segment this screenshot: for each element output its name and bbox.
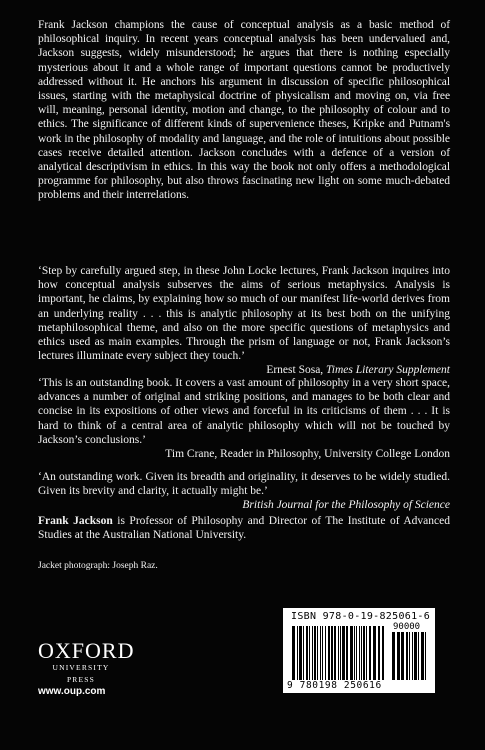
isbn-text: ISBN 978-0-19-825061-6 xyxy=(291,611,431,622)
author-name: Frank Jackson xyxy=(38,515,113,527)
description-paragraph: Frank Jackson champions the cause of conceptual analysis as a basic method of philosophical inquiry. In recent years conceptual analysis has been undervalued and, Jackson suggests, widely misunderstood; he argues that there is nothing especially mysterious about it and a whole range of important questions cannot be productively addressed without it. He anchors his argument in discussion of specific philosophical issues, starting with the metaphysical doctrine of physicalism and moving on, via free will, meaning, personal identity, motion and change, to the philosophy of colour and to ethics. The significance of different kinds of supervenience theses, Kripke and Putnam's work in the philosophy of modality and language, and the role of intuitions about possible cases receive detailed attention. Jackson concludes with a defence of a version of analytical descriptivism in ethics. In this way the book not only offers a methodological programme for philosophy, but also throws fascinating new light on some much-debated problems and their interrelations. xyxy=(38,19,450,202)
price-code: 90000 xyxy=(393,622,421,632)
reviewer-name: Tim Crane, Reader in Philosophy, University College London xyxy=(165,448,450,461)
publisher-imprint: UNIVERSITY PRESS xyxy=(52,663,110,684)
review-blurb-tls xyxy=(38,264,450,378)
barcode-bar xyxy=(312,626,313,680)
barcode-bar xyxy=(397,632,400,680)
barcode-bar xyxy=(401,632,404,680)
barcode-bar xyxy=(317,626,318,680)
book-description xyxy=(38,18,450,203)
review-source: British Journal for the Philosophy of Science xyxy=(242,499,450,512)
barcode-bar xyxy=(366,626,367,680)
barcode-bar xyxy=(322,626,323,680)
barcode-bar xyxy=(314,626,316,680)
barcode-bar xyxy=(292,626,295,680)
barcode-bar xyxy=(346,626,348,680)
ean-barcode-bars xyxy=(291,626,387,680)
barcode-bar xyxy=(406,632,408,680)
barcode-bar xyxy=(373,626,376,680)
barcode-bar xyxy=(325,626,326,680)
publisher-name: OXFORD xyxy=(38,638,135,663)
review-source: Times Literary Supplement xyxy=(326,364,450,377)
price-barcode-bars xyxy=(391,632,429,680)
barcode-bar xyxy=(418,632,419,680)
barcode-bar xyxy=(309,626,310,680)
photo-credit: Jacket photograph: Joseph Raz. xyxy=(38,561,158,571)
publisher-logo xyxy=(38,638,135,686)
barcode-bar xyxy=(342,626,345,680)
barcode-bar xyxy=(354,626,355,680)
review-quote: ‘Step by carefully argued step, in these John Locke lectures, Frank Jackson inquires into how conceptual analysis subserves the aims of serious metaphysics. Analysis is important, he claims, by explaining how so much of our manifest life-world derives from an underlying reality . . . this is analytic philosophy at its best both on the unifying metaphilosophical theme, and also on the more specific questions of metaphysics and ethics used as main examples. Through the prism of language or not, Frank Jackson’s lectures illuminate every subject they touch.’ xyxy=(38,265,450,363)
review-blurb-bjps xyxy=(38,470,450,513)
barcode-bar xyxy=(338,626,339,680)
barcode-bar xyxy=(297,626,298,680)
barcode-bar xyxy=(328,626,330,680)
review-blurb-crane xyxy=(38,376,450,461)
barcode-bar xyxy=(303,626,304,680)
barcode-bar xyxy=(425,632,426,680)
reviewer-name: Ernest Sosa, xyxy=(266,364,327,377)
review-quote: ‘This is an outstanding book. It covers a vast amount of philosophy in a very short space, advances a number of original and striking positions, and manages to be both clear and concise in its expositions of other views and forceful in its criticisms of them . . . It is hard to think of a central area of analytic philosophy which will not be touched by Jackson’s conclusions.’ xyxy=(38,377,450,446)
barcode-bar xyxy=(359,626,360,680)
barcode-bar xyxy=(350,626,353,680)
barcode-bar xyxy=(409,632,410,680)
barcode-bar xyxy=(320,626,321,680)
barcode-bar xyxy=(414,632,417,680)
review-quote: ‘An outstanding work. Given its breadth and originality, it deserves to be widely studied. Given its brevity and clarity, it actually might be.’ xyxy=(38,471,450,498)
barcode-bar xyxy=(412,632,413,680)
isbn-barcode xyxy=(283,608,435,693)
barcode-bar xyxy=(334,626,336,680)
barcode-bar xyxy=(361,626,362,680)
barcode-bar xyxy=(306,626,308,680)
review-attribution xyxy=(38,447,450,461)
barcode-bar xyxy=(378,626,380,680)
ean-digits: 9 780198 250616 xyxy=(287,680,382,691)
barcode-bar xyxy=(421,632,424,680)
barcode-bar xyxy=(356,626,357,680)
author-bio-text xyxy=(38,514,450,542)
author-bio xyxy=(38,514,450,542)
barcode-bar xyxy=(382,626,384,680)
barcode-bar xyxy=(392,632,395,680)
publisher-url: www.oup.com xyxy=(38,686,106,697)
review-attribution xyxy=(38,498,450,512)
author-bio-body: is Professor of Philosophy and Director of The Institute of Advanced Studies at the Australian National University. xyxy=(38,515,450,542)
barcode-bar xyxy=(363,626,365,680)
barcode-bar xyxy=(331,626,333,680)
barcode-bar xyxy=(299,626,302,680)
barcode-bar xyxy=(340,626,341,680)
barcode-bar xyxy=(369,626,371,680)
